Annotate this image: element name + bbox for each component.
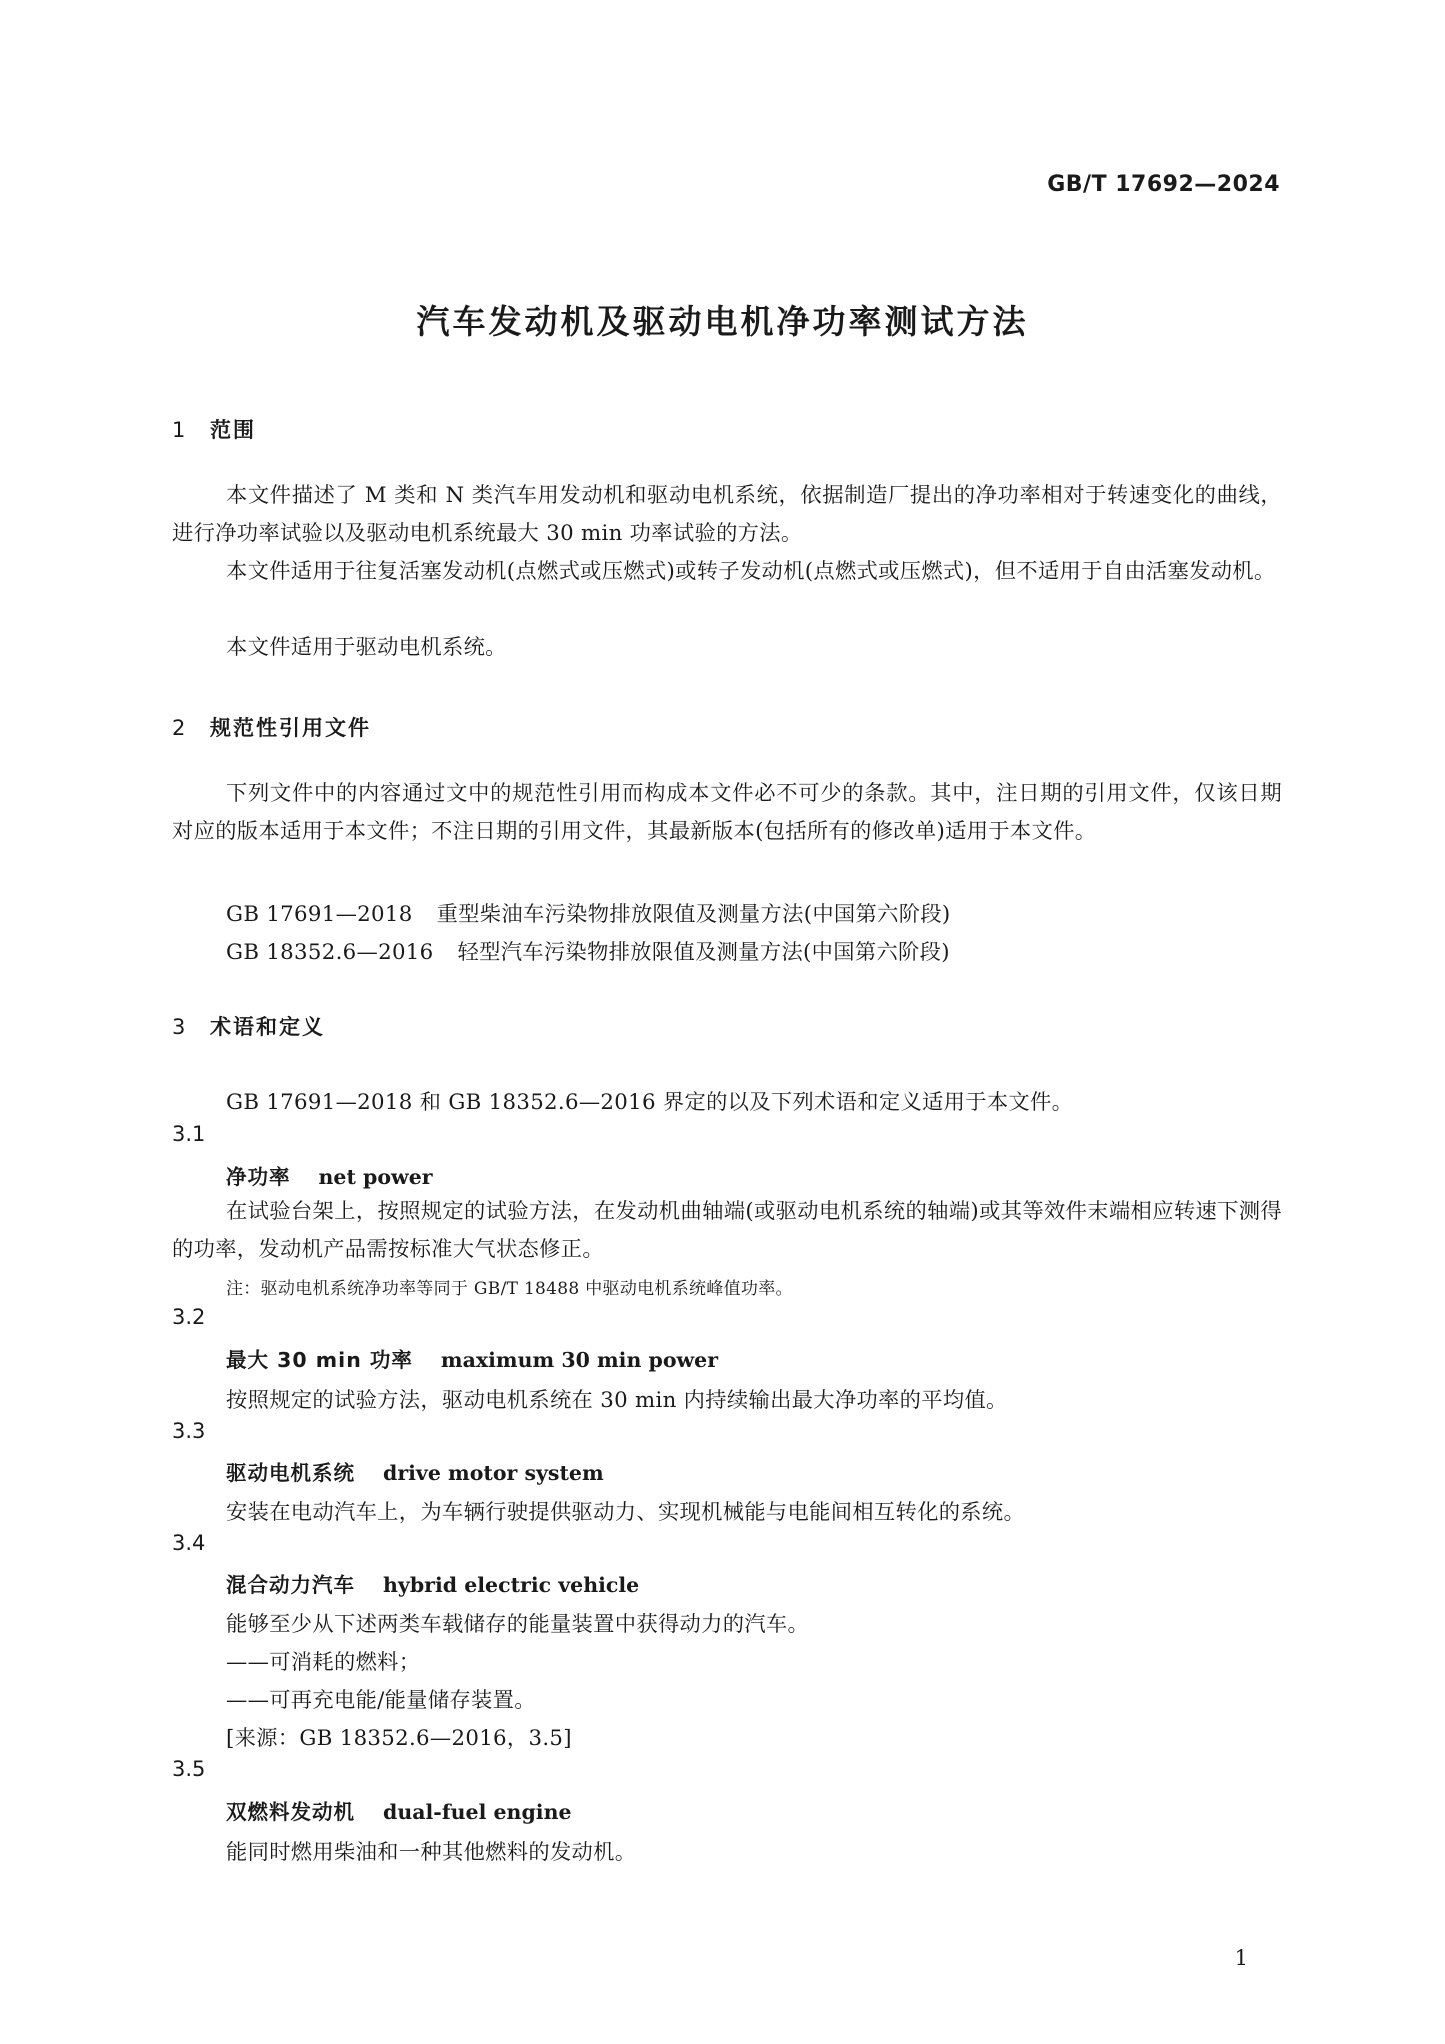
- term-zh: 双燃料发动机: [226, 1800, 355, 1824]
- term-heading: [226, 1160, 433, 1190]
- section-number: 1: [172, 418, 186, 442]
- section-title: 规范性引用文件: [210, 716, 371, 740]
- section-1-heading: [172, 414, 256, 444]
- section-3-heading: [172, 1011, 325, 1041]
- term-definition: 安装在电动汽车上，为车辆行驶提供驱动力、实现机械能与电能间相互转化的系统。: [226, 1500, 1026, 1525]
- term-zh: 混合动力汽车: [226, 1573, 355, 1597]
- term-definition: 能同时燃用柴油和一种其他燃料的发动机。: [226, 1840, 637, 1865]
- term-zh: 净功率: [226, 1165, 291, 1189]
- paragraph: 本文件适用于往复活塞发动机(点燃式或压燃式)或转子发动机(点燃式或压燃式)，但不适用于自由活塞发动机。: [226, 559, 1276, 584]
- section-number: 2: [172, 716, 186, 740]
- term-heading: [226, 1568, 639, 1598]
- section-title: 范围: [210, 418, 256, 442]
- clause-number: 3.1: [172, 1122, 206, 1146]
- clause-number: 3.2: [172, 1305, 206, 1329]
- document-title: 汽车发动机及驱动电机净功率测试方法: [416, 302, 1029, 341]
- paragraph: 本文件描述了 M 类和 N 类汽车用发动机和驱动电机系统，依据制造厂提出的净功率相对于转速变化的曲线，进行净功率试验以及驱动电机系统最大 30 min 功率试验的方法。: [172, 483, 1282, 546]
- reference-title: 重型柴油车污染物排放限值及测量方法(中国第六阶段): [436, 902, 951, 927]
- terms-intro: GB 17691—2018 和 GB 18352.6—2016 界定的以及下列术语和定义适用于本文件。: [226, 1090, 1074, 1115]
- term-definition: 能够至少从下述两类车载储存的能量装置中获得动力的汽车。: [226, 1612, 810, 1637]
- term-en: net power: [318, 1165, 433, 1189]
- reference-item: [226, 897, 951, 928]
- reference-title: 轻型汽车污染物排放限值及测量方法(中国第六阶段): [457, 940, 950, 965]
- clause-number: 3.5: [172, 1757, 206, 1781]
- list-item: ——可再充电能/能量储存装置。: [226, 1688, 536, 1713]
- clause-number: 3.3: [172, 1419, 206, 1443]
- reference-item: [226, 935, 950, 966]
- reference-code: GB 17691—2018: [226, 902, 413, 927]
- term-zh: 最大 30 min 功率: [226, 1348, 413, 1372]
- term-definition: 按照规定的试验方法，驱动电机系统在 30 min 内持续输出最大净功率的平均值。: [226, 1388, 1008, 1413]
- term-en: maximum 30 min power: [440, 1348, 719, 1372]
- term-en: hybrid electric vehicle: [383, 1573, 640, 1597]
- section-2-heading: [172, 712, 371, 742]
- term-source: [来源：GB 18352.6—2016，3.5]: [226, 1726, 572, 1751]
- term-en: drive motor system: [383, 1461, 604, 1485]
- list-item: ——可消耗的燃料；: [226, 1650, 421, 1675]
- term-en: dual-fuel engine: [383, 1800, 572, 1824]
- term-zh: 驱动电机系统: [226, 1461, 355, 1485]
- paragraph: 本文件适用于驱动电机系统。: [226, 635, 507, 660]
- section-title: 术语和定义: [210, 1015, 325, 1039]
- paragraph: 下列文件中的内容通过文中的规范性引用而构成本文件必不可少的条款。其中，注日期的引用文件，仅该日期对应的版本适用于本文件；不注日期的引用文件，其最新版本(包括所有的修改单)适用于本文件。: [172, 781, 1282, 844]
- reference-code: GB 18352.6—2016: [226, 940, 434, 965]
- section-number: 3: [172, 1015, 186, 1039]
- clause-number: 3.4: [172, 1531, 206, 1555]
- term-heading: [226, 1343, 718, 1373]
- standard-code: GB/T 17692—2024: [1047, 172, 1280, 197]
- term-definition: 在试验台架上，按照规定的试验方法，在发动机曲轴端(或驱动电机系统的轴端)或其等效件末端相应转速下测得的功率，发动机产品需按标准大气状态修正。: [172, 1199, 1282, 1262]
- page-number: 1: [1234, 1946, 1248, 1970]
- term-note: 注：驱动电机系统净功率等同于 GB/T 18488 中驱动电机系统峰值功率。: [226, 1279, 793, 1299]
- term-heading: [226, 1795, 572, 1825]
- term-heading: [226, 1456, 604, 1486]
